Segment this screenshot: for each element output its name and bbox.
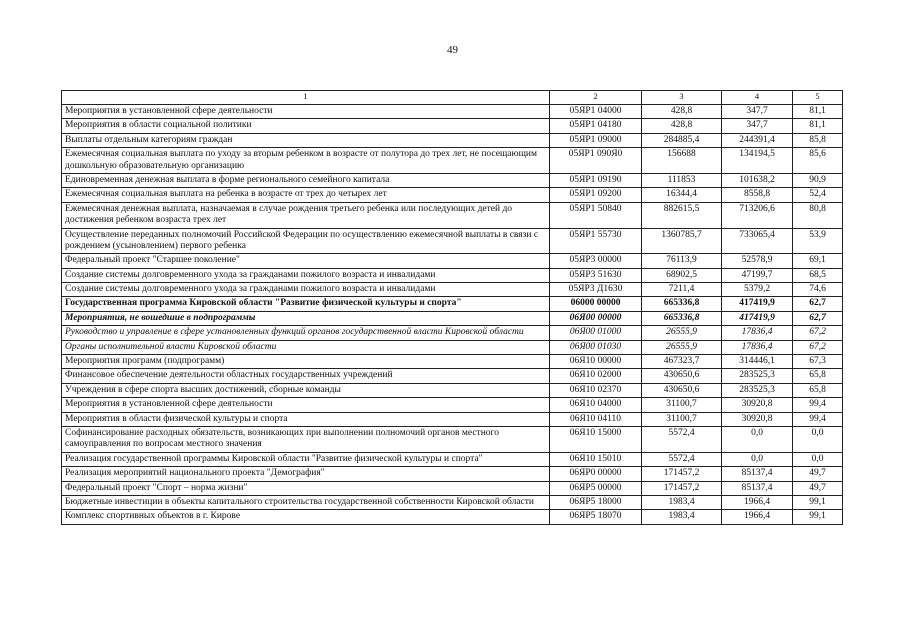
executed-amount-cell: 5379,2 (722, 283, 793, 297)
expense-name-cell: Мероприятия программ (подпрограмм) (62, 355, 550, 369)
expense-name-cell: Мероприятия, не вошедшие в подпрограммы (62, 311, 550, 325)
executed-amount-cell: 17836,4 (722, 340, 793, 354)
executed-amount-cell: 347,7 (722, 105, 793, 119)
executed-amount-cell: 30920,8 (722, 398, 793, 412)
table-row (62, 148, 843, 174)
execution-percent-cell: 99,1 (793, 495, 843, 509)
planned-amount-cell: 26555,9 (642, 326, 722, 340)
executed-amount-cell: 713206,6 (722, 202, 793, 228)
execution-percent-cell: 69,1 (793, 254, 843, 268)
table-row (62, 326, 843, 340)
planned-amount-cell: 31100,7 (642, 398, 722, 412)
expense-name-cell: Создание системы долговременного ухода за гражданами пожилого возраста и инвалидами (62, 283, 550, 297)
table-row (62, 283, 843, 297)
expense-name-cell: Ежемесячная социальная выплата по уходу за вторым ребенком в возрасте от полутора до трех лет, не посещающим дошкольную образовательную организацию (62, 148, 550, 174)
classification-code-cell: 05ЯР1 090Я0 (550, 148, 642, 174)
executed-amount-cell: 417419,9 (722, 297, 793, 311)
execution-percent-cell: 65,8 (793, 383, 843, 397)
classification-code-cell: 05ЯР1 04000 (550, 105, 642, 119)
planned-amount-cell: 1983,4 (642, 510, 722, 524)
planned-amount-cell: 428,8 (642, 119, 722, 133)
classification-code-cell: 06Я00 00000 (550, 311, 642, 325)
table-row (62, 426, 843, 452)
expense-name-cell: Мероприятия в области социальной политики (62, 119, 550, 133)
table-row (62, 398, 843, 412)
executed-amount-cell: 733065,4 (722, 228, 793, 254)
expense-name-cell: Осуществление переданных полномочий Российской Федерации по осуществлению ежемесячной выплаты в связи с рождением (усыновлением) первого ребенка (62, 228, 550, 254)
expense-name-cell: Бюджетные инвестиции в объекты капитального строительства государственной собственности Кировской области (62, 495, 550, 509)
table-row (62, 495, 843, 509)
table-row (62, 268, 843, 282)
planned-amount-cell: 76113,9 (642, 254, 722, 268)
execution-percent-cell: 67,2 (793, 340, 843, 354)
column-header-1: 1 (62, 91, 550, 105)
execution-percent-cell: 62,7 (793, 311, 843, 325)
classification-code-cell: 06Я10 04000 (550, 398, 642, 412)
table-row (62, 369, 843, 383)
execution-percent-cell: 68,5 (793, 268, 843, 282)
execution-percent-cell: 67,2 (793, 326, 843, 340)
execution-percent-cell: 81,1 (793, 105, 843, 119)
column-header-3: 3 (642, 91, 722, 105)
table-row (62, 202, 843, 228)
executed-amount-cell: 314446,1 (722, 355, 793, 369)
classification-code-cell: 06Я10 02370 (550, 383, 642, 397)
execution-percent-cell: 65,8 (793, 369, 843, 383)
classification-code-cell: 05ЯР1 50840 (550, 202, 642, 228)
expense-name-cell: Мероприятия в области физической культуры и спорта (62, 412, 550, 426)
execution-percent-cell: 99,1 (793, 510, 843, 524)
execution-percent-cell: 99,4 (793, 398, 843, 412)
expense-name-cell: Финансовое обеспечение деятельности областных государственных учреждений (62, 369, 550, 383)
planned-amount-cell: 5572,4 (642, 452, 722, 466)
executed-amount-cell: 85137,4 (722, 467, 793, 481)
execution-percent-cell: 49,7 (793, 467, 843, 481)
planned-amount-cell: 171457,2 (642, 467, 722, 481)
planned-amount-cell: 882615,5 (642, 202, 722, 228)
executed-amount-cell: 47199,7 (722, 268, 793, 282)
expense-name-cell: Реализация государственной программы Кировской области "Развитие физической культуры и спорта" (62, 452, 550, 466)
executed-amount-cell: 8558,8 (722, 188, 793, 202)
execution-percent-cell: 49,7 (793, 481, 843, 495)
table-row (62, 173, 843, 187)
expense-name-cell: Создание системы долговременного ухода за гражданами пожилого возраста и инвалидами (62, 268, 550, 282)
execution-percent-cell: 85,8 (793, 133, 843, 147)
planned-amount-cell: 26555,9 (642, 340, 722, 354)
budget-table-body (62, 91, 843, 525)
table-row (62, 119, 843, 133)
expense-name-cell: Реализация мероприятий национального проекта "Демография" (62, 467, 550, 481)
classification-code-cell: 05ЯР1 55730 (550, 228, 642, 254)
executed-amount-cell: 283525,3 (722, 383, 793, 397)
executed-amount-cell: 283525,3 (722, 369, 793, 383)
executed-amount-cell: 417419,9 (722, 311, 793, 325)
classification-code-cell: 05ЯР1 09200 (550, 188, 642, 202)
classification-code-cell: 06Я10 00000 (550, 355, 642, 369)
classification-code-cell: 06ЯР5 18000 (550, 495, 642, 509)
execution-percent-cell: 62,7 (793, 297, 843, 311)
planned-amount-cell: 5572,4 (642, 426, 722, 452)
execution-percent-cell: 80,8 (793, 202, 843, 228)
table-row (62, 412, 843, 426)
executed-amount-cell: 244391,4 (722, 133, 793, 147)
planned-amount-cell: 430650,6 (642, 383, 722, 397)
classification-code-cell: 06Я10 04110 (550, 412, 642, 426)
expense-name-cell: Ежемесячная социальная выплата на ребенка в возрасте от трех до четырех лет (62, 188, 550, 202)
planned-amount-cell: 7211,4 (642, 283, 722, 297)
planned-amount-cell: 156688 (642, 148, 722, 174)
execution-percent-cell: 0,0 (793, 426, 843, 452)
planned-amount-cell: 1983,4 (642, 495, 722, 509)
executed-amount-cell: 0,0 (722, 426, 793, 452)
expense-name-cell: Федеральный проект "Старшее поколение" (62, 254, 550, 268)
expense-name-cell: Федеральный проект "Спорт – норма жизни" (62, 481, 550, 495)
table-row (62, 340, 843, 354)
table-row (62, 105, 843, 119)
classification-code-cell: 05ЯР3 51630 (550, 268, 642, 282)
classification-code-cell: 06Я00 01000 (550, 326, 642, 340)
planned-amount-cell: 171457,2 (642, 481, 722, 495)
planned-amount-cell: 1360785,7 (642, 228, 722, 254)
executed-amount-cell: 1966,4 (722, 495, 793, 509)
table-row (62, 355, 843, 369)
classification-code-cell: 05ЯР3 00000 (550, 254, 642, 268)
table-row (62, 188, 843, 202)
expense-name-cell: Комплекс спортивных объектов в г. Кирове (62, 510, 550, 524)
table-row (62, 297, 843, 311)
planned-amount-cell: 665336,8 (642, 311, 722, 325)
expense-name-cell: Софинансирование расходных обязательств, возникающих при выполнении полномочий органов местного самоуправления по вопросам местного значения (62, 426, 550, 452)
column-header-4: 4 (722, 91, 793, 105)
planned-amount-cell: 467323,7 (642, 355, 722, 369)
expense-name-cell: Мероприятия в установленной сфере деятельности (62, 105, 550, 119)
execution-percent-cell: 90,9 (793, 173, 843, 187)
table-row (62, 133, 843, 147)
table-row (62, 254, 843, 268)
planned-amount-cell: 284885,4 (642, 133, 722, 147)
planned-amount-cell: 430650,6 (642, 369, 722, 383)
table-row (62, 510, 843, 524)
execution-percent-cell: 52,4 (793, 188, 843, 202)
classification-code-cell: 05ЯР1 09190 (550, 173, 642, 187)
table-row (62, 383, 843, 397)
classification-code-cell: 06Я10 15000 (550, 426, 642, 452)
planned-amount-cell: 111853 (642, 173, 722, 187)
budget-table (61, 90, 843, 525)
executed-amount-cell: 1966,4 (722, 510, 793, 524)
execution-percent-cell: 74,6 (793, 283, 843, 297)
classification-code-cell: 06Я10 15010 (550, 452, 642, 466)
executed-amount-cell: 85137,4 (722, 481, 793, 495)
executed-amount-cell: 347,7 (722, 119, 793, 133)
execution-percent-cell: 81,1 (793, 119, 843, 133)
execution-percent-cell: 53,9 (793, 228, 843, 254)
classification-code-cell: 05ЯР1 04180 (550, 119, 642, 133)
page-number: 49 (447, 44, 458, 56)
planned-amount-cell: 428,8 (642, 105, 722, 119)
expense-name-cell: Единовременная денежная выплата в форме регионального семейного капитала (62, 173, 550, 187)
classification-code-cell: 06ЯР5 18070 (550, 510, 642, 524)
column-header-5: 5 (793, 91, 843, 105)
classification-code-cell: 05ЯР1 09000 (550, 133, 642, 147)
execution-percent-cell: 0,0 (793, 452, 843, 466)
table-row (62, 311, 843, 325)
table-row (62, 452, 843, 466)
planned-amount-cell: 68902,5 (642, 268, 722, 282)
table-row (62, 467, 843, 481)
execution-percent-cell: 85,6 (793, 148, 843, 174)
executed-amount-cell: 0,0 (722, 452, 793, 466)
executed-amount-cell: 101638,2 (722, 173, 793, 187)
expense-name-cell: Органы исполнительной власти Кировской области (62, 340, 550, 354)
planned-amount-cell: 665336,8 (642, 297, 722, 311)
executed-amount-cell: 52578,9 (722, 254, 793, 268)
classification-code-cell: 06Я10 02000 (550, 369, 642, 383)
classification-code-cell: 05ЯР3 Д1630 (550, 283, 642, 297)
expense-name-cell: Выплаты отдельным категориям граждан (62, 133, 550, 147)
executed-amount-cell: 30920,8 (722, 412, 793, 426)
execution-percent-cell: 67,3 (793, 355, 843, 369)
column-header-2: 2 (550, 91, 642, 105)
executed-amount-cell: 134194,5 (722, 148, 793, 174)
expense-name-cell: Учреждения в сфере спорта высших достижений, сборные команды (62, 383, 550, 397)
header-row (62, 91, 843, 105)
expense-name-cell: Ежемесячная денежная выплата, назначаемая в случае рождения третьего ребенка или последующих детей до достижения ребенком возраста трех лет (62, 202, 550, 228)
classification-code-cell: 06000 00000 (550, 297, 642, 311)
expense-name-cell: Руководство и управление в сфере установленных функций органов государственной власти Кировской области (62, 326, 550, 340)
classification-code-cell: 06ЯР0 00000 (550, 467, 642, 481)
table-row (62, 481, 843, 495)
planned-amount-cell: 16344,4 (642, 188, 722, 202)
executed-amount-cell: 17836,4 (722, 326, 793, 340)
classification-code-cell: 06Я00 01030 (550, 340, 642, 354)
classification-code-cell: 06ЯР5 00000 (550, 481, 642, 495)
expense-name-cell: Государственная программа Кировской области "Развитие физической культуры и спорта" (62, 297, 550, 311)
expense-name-cell: Мероприятия в установленной сфере деятельности (62, 398, 550, 412)
table-row (62, 228, 843, 254)
execution-percent-cell: 99,4 (793, 412, 843, 426)
planned-amount-cell: 31100,7 (642, 412, 722, 426)
